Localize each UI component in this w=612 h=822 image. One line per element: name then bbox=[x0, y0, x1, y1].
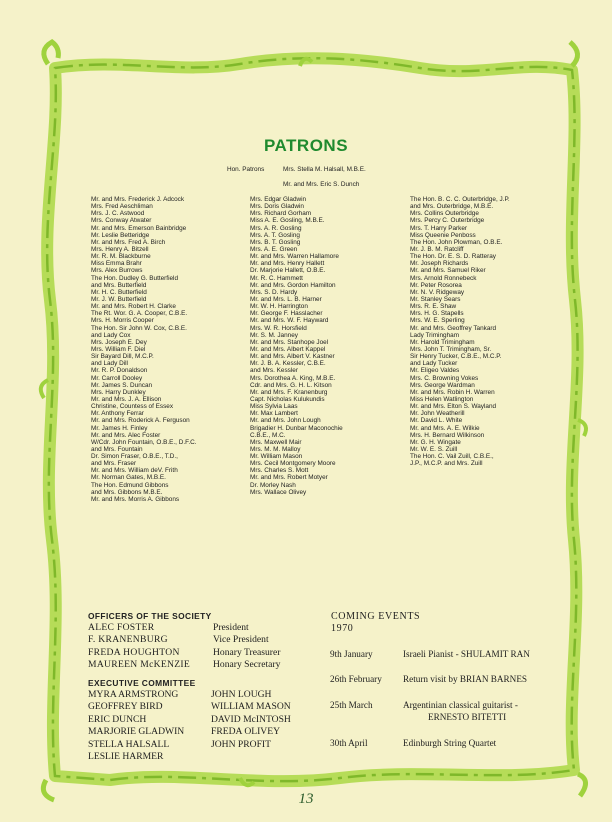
patron-entry: The Hon. Dr. E. S. D. Ratteray bbox=[410, 253, 496, 261]
patron-entry: Mr. and Mrs. Alec Foster bbox=[91, 431, 161, 439]
patron-entry: Mr. J. B. A. Kessler, C.B.E. bbox=[250, 360, 326, 368]
patron-entry: Mr. H. C. Butterfield bbox=[91, 288, 147, 296]
officer-name: MAUREEN McKENZIE bbox=[88, 659, 191, 671]
hon-patron-line: Mrs. Stella M. Halsall, M.B.E. bbox=[283, 166, 366, 173]
committee-member: ERIC DUNCH bbox=[88, 713, 147, 725]
patron-entry: Mr. and Mrs. Fred A. Birch bbox=[91, 238, 166, 246]
patron-entry: Mrs. Doris Gladwin bbox=[250, 203, 304, 211]
hon-patron-line: Mr. and Mrs. Eric S. Dunch bbox=[283, 181, 360, 188]
page-title: PATRONS bbox=[263, 136, 349, 155]
event-date: 9th January bbox=[330, 649, 373, 659]
patron-entry: The Hon. Dudley G. Butterfield bbox=[91, 274, 179, 282]
committee-member: FREDA OLIVEY bbox=[211, 726, 281, 738]
patron-entry: Mrs. M. M. Malloy bbox=[250, 445, 301, 453]
patron-entry: Mr. Leslie Betteridge bbox=[91, 231, 150, 239]
patron-entry: Mr. and Mrs. William deV. Frith bbox=[91, 467, 178, 475]
committee-member: GEOFFREY BIRD bbox=[88, 701, 163, 713]
patron-entry: Mr. S. M. Janney bbox=[250, 331, 298, 339]
patron-entry: Mrs. Wallace Olivey bbox=[250, 488, 307, 496]
patron-entry: and Lady Dill bbox=[91, 360, 128, 368]
patron-entry: Mr. David L. White bbox=[410, 417, 463, 425]
event-description: Edinburgh String Quartet bbox=[403, 738, 497, 748]
officers-roles bbox=[213, 622, 280, 672]
patron-entry: Mrs. Edgar Gladwin bbox=[250, 196, 307, 203]
officer-name: F. KRANENBURG bbox=[88, 634, 168, 646]
patron-entry: The Hon. C. Vail Zuill, C.B.E., bbox=[410, 453, 494, 461]
patron-entry: Mr. Anthony Ferrar bbox=[91, 410, 144, 418]
officer-role: Honary Treasurer bbox=[213, 646, 281, 658]
patron-entry: C.B.E., M.C. bbox=[250, 431, 286, 439]
patron-entry: Mr. and Mrs. Geoffrey Tankard bbox=[410, 324, 497, 332]
patron-entry: Mrs. Richard Gorham bbox=[250, 210, 312, 218]
event-description: ERNESTO BITETTI bbox=[428, 712, 507, 722]
officer-role: Honary Secretary bbox=[213, 659, 281, 671]
patron-entry: Miss Sylvia Laas bbox=[250, 403, 298, 411]
event-description: Return visit by BRIAN BARNES bbox=[403, 674, 528, 684]
patron-entry: Mrs. Percy C. Outerbridge bbox=[410, 217, 485, 225]
patron-entry: Miss Emma Brahr bbox=[91, 260, 142, 268]
patron-entry: Christine, Countess of Essex bbox=[91, 403, 174, 411]
event-date: 26th February bbox=[330, 674, 382, 684]
officer-name: FREDA HOUGHTON bbox=[88, 646, 180, 658]
patron-entry: The Hon. Sir John W. Cox, C.B.E. bbox=[91, 324, 187, 332]
patron-entry: Mrs. T. Harry Parker bbox=[410, 224, 468, 232]
patron-entry: Mr. and Mrs. Robert H. Clarke bbox=[91, 303, 176, 311]
patron-entry: Mrs. Dorothea A. King, M.B.E. bbox=[250, 374, 336, 382]
patron-entry: Mr. William Mason bbox=[250, 453, 303, 461]
patron-entry: Dr. Simon Fraser, O.B.E., T.D., bbox=[91, 453, 178, 461]
patron-entry: Mr. Peter Rosorea bbox=[410, 281, 462, 289]
patron-entry: W/Cdr. John Fountain, O.B.E., D.F.C. bbox=[91, 438, 197, 446]
patron-entry: Mr. and Mrs. John Lough bbox=[250, 417, 321, 425]
officer-name: ALEC FOSTER bbox=[88, 622, 155, 633]
patron-entry: Mrs. George Wardman bbox=[410, 381, 475, 389]
patron-entry: Mrs. Harry Dunkley bbox=[91, 388, 146, 396]
event-date: 30th April bbox=[330, 738, 368, 748]
patron-entry: Mrs. C. Browning Vokes bbox=[410, 374, 479, 382]
patron-entry: Mrs. A. E. Green bbox=[250, 245, 298, 253]
patron-entry: Mr. Harold Trimingham bbox=[410, 338, 475, 346]
patron-entry: Mr. and Mrs. Elton S. Wayland bbox=[410, 403, 497, 411]
patron-entry: Mrs. R. E. Shaw bbox=[410, 303, 457, 311]
patron-entry: Mr. R. M. Blackburne bbox=[91, 253, 151, 261]
patron-entry: and Mrs. Fraser bbox=[91, 460, 137, 468]
patron-entry: Mrs. S. D. Hardy bbox=[250, 288, 298, 296]
patron-entry: Mrs. A. R. Gosling bbox=[250, 224, 302, 232]
patron-entry: Mr. and Mrs. Samuel Riker bbox=[410, 267, 486, 275]
patron-entry: Mr. and Mrs. Warren Hallamore bbox=[250, 253, 339, 261]
patron-entry: Mr. George F. Hasslacher bbox=[250, 310, 323, 318]
patron-entry: Miss A. E. Gosling, M.B.E. bbox=[250, 217, 325, 225]
committee-member: MYRA ARMSTRONG bbox=[88, 689, 179, 700]
patron-entry: The Hon. B. C. C. Outerbridge, J.P. bbox=[410, 196, 510, 203]
patron-entry: Mr. and Mrs. Roderick A. Ferguson bbox=[91, 417, 190, 425]
patron-entry: Mrs. Conway Atwater bbox=[91, 217, 152, 225]
event-description: Israeli Pianist - SHULAMIT RAN bbox=[403, 649, 530, 659]
patron-entry: and Lady Cox bbox=[91, 331, 131, 339]
patron-entry: Mr. G. H. Wingate bbox=[410, 438, 461, 446]
committee-member: JOHN LOUGH bbox=[211, 689, 272, 700]
committee-member: MARJORIE GLADWIN bbox=[88, 726, 185, 738]
patron-entry: Mrs. Cecil Montgomery Moore bbox=[250, 460, 336, 468]
patron-entry: Mr. and Mrs. A. E. Wilkie bbox=[410, 424, 480, 432]
patron-entry: and Mrs. Gibbons M.B.E. bbox=[91, 488, 163, 496]
patron-entry: Sir Bayard Dill, M.C.P. bbox=[91, 353, 154, 361]
patron-entry: and Mrs. Butterfield bbox=[91, 281, 147, 289]
events-heading: COMING EVENTS bbox=[331, 611, 421, 622]
officers-heading: OFFICERS OF THE SOCIETY bbox=[88, 611, 212, 621]
patron-entry: Mr. and Mrs. F. Kranenburg bbox=[250, 388, 328, 396]
patron-entry: Mr. and Mrs. Emerson Bainbridge bbox=[91, 224, 187, 232]
patron-entry: Mrs. William F. Diel bbox=[91, 345, 146, 353]
officers-names bbox=[88, 622, 190, 672]
committee-member: JOHN PROFIT bbox=[211, 738, 271, 750]
patron-entry: Mr. Joseph Richards bbox=[410, 260, 469, 268]
patron-entry: Mr. and Mrs. Morris A. Gibbons bbox=[91, 495, 180, 503]
patron-entry: Mr. J. W. Butterfield bbox=[91, 295, 147, 303]
patron-entry: Lady Trimingham bbox=[410, 331, 460, 339]
patron-entry: The Rt. Wor. G. A. Cooper, C.B.E. bbox=[91, 310, 188, 318]
patron-entry: Mr. R. C. Hammett bbox=[250, 274, 303, 282]
patrons-column-3 bbox=[410, 196, 510, 467]
patron-entry: Mrs. W. E. Sperling bbox=[410, 317, 465, 325]
committee-column-1 bbox=[88, 689, 184, 763]
officer-role: President bbox=[213, 622, 249, 633]
patron-entry: Mrs. Maxwell Mair bbox=[250, 438, 302, 446]
committee-column-2 bbox=[211, 689, 291, 751]
patron-entry: Mrs. Henry A. Bitzell bbox=[91, 245, 149, 253]
patron-entry: Sir Henry Tucker, C.B.E., M.C.P. bbox=[410, 353, 502, 361]
patron-entry: Mrs. John T. Trimingham, Sr. bbox=[410, 345, 492, 353]
patron-entry: Capt. Nicholas Kulukundis bbox=[250, 395, 325, 403]
patron-entry: and Mrs. Kessler bbox=[250, 367, 298, 375]
patron-entry: Mrs. H. Bernard Wilkinson bbox=[410, 431, 485, 439]
coming-events bbox=[331, 611, 420, 635]
patron-entry: and Mrs. Outerbridge, M.B.E. bbox=[410, 203, 494, 211]
patrons-column-2 bbox=[250, 196, 343, 496]
patron-entry: Mrs. J. C. Astwood bbox=[91, 210, 145, 218]
committee-member: LESLIE HARMER bbox=[88, 751, 164, 763]
patron-entry: and Mrs. Fountain bbox=[91, 445, 143, 453]
patron-entry: Mr. W. E. S. Zuill bbox=[410, 445, 458, 453]
patron-entry: The Hon. Edmund Gibbons bbox=[91, 481, 169, 489]
patron-entry: Mr. and Mrs. W. F. Hayward bbox=[250, 317, 329, 325]
page-number: 13 bbox=[298, 791, 314, 807]
hon-patrons-label: Hon. Patrons bbox=[227, 166, 265, 173]
event-date: 25th March bbox=[330, 700, 373, 710]
patrons-column-1 bbox=[91, 196, 196, 503]
patron-entry: Mr. John Weatherill bbox=[410, 410, 465, 418]
patron-entry: Mr. and Mrs. Henry Hallett bbox=[250, 260, 325, 268]
patron-entry: Mr. Norman Gates, M.B.E. bbox=[91, 474, 166, 482]
patron-entry: Miss Helen Watlington bbox=[410, 395, 474, 403]
patron-entry: Mrs. H. Morris Cooper bbox=[91, 317, 154, 325]
committee-member: WILLIAM MASON bbox=[211, 701, 291, 713]
patron-entry: Mr. and Mrs. Gordon Hamilton bbox=[250, 281, 336, 289]
patron-entry: Mr. and Mrs. J. A. Ellison bbox=[91, 395, 162, 403]
patron-entry: Mr. and Mrs. Stanhope Joel bbox=[250, 338, 329, 346]
patron-entry: Mr. and Mrs. Robin H. Warren bbox=[410, 388, 495, 396]
patron-entry: Mr. and Mrs. Robert Motyer bbox=[250, 474, 328, 482]
patron-entry: Mrs. Alex Burrows bbox=[91, 267, 143, 275]
patron-entry: Mr. Carroll Dooley bbox=[91, 374, 143, 382]
patron-entry: Mr. Stanley Sears bbox=[410, 295, 461, 303]
patron-entry: Mr. Max Lambert bbox=[250, 410, 298, 418]
event-description: Argentinian classical guitarist - bbox=[403, 700, 518, 710]
patron-entry: Mrs. W. R. Horsfield bbox=[250, 324, 307, 332]
patron-entry: Mr. J. B. M. Ratcliff bbox=[410, 245, 464, 253]
patron-entry: Cdr. and Mrs. G. H. L. Kitson bbox=[250, 381, 332, 389]
patron-entry: Miss Queenie Penboss bbox=[410, 231, 476, 239]
patron-entry: Dr. Morley Nash bbox=[250, 481, 296, 489]
patron-entry: Dr. Marjorie Hallett, O.B.E. bbox=[250, 267, 326, 275]
patron-entry: Mrs. H. G. Stapells bbox=[410, 310, 464, 318]
events-year: 1970 bbox=[331, 623, 354, 634]
patron-entry: Mrs. Joseph E. Dey bbox=[91, 338, 147, 346]
patron-entry: Mr. W. H. Harrington bbox=[250, 303, 308, 311]
patron-entry: Mrs. B. T. Gosling bbox=[250, 238, 301, 246]
patron-entry: Mrs. Arnold Ronnebeck bbox=[410, 274, 477, 282]
committee-member: STELLA HALSALL bbox=[88, 738, 170, 750]
patron-entry: Mr. and Mrs. L. B. Harner bbox=[250, 295, 322, 303]
committee-heading: EXECUTIVE COMMITTEE bbox=[88, 678, 196, 688]
patron-entry: Mrs. Charles S. Mott bbox=[250, 467, 309, 475]
patron-entry: The Hon. John Plowman, O.B.E. bbox=[410, 238, 503, 246]
patron-entry: Mr. James H. Finley bbox=[91, 424, 148, 432]
patron-entry: Mr. James S. Duncan bbox=[91, 381, 153, 389]
patron-entry: Mrs. A. T. Gosling bbox=[250, 231, 300, 239]
patron-entry: Mr. N. V. Ridgeway bbox=[410, 288, 465, 296]
patron-entry: Mr. and Mrs. Albert Kappel bbox=[250, 345, 326, 353]
committee-member: DAVID McINTOSH bbox=[211, 713, 291, 725]
officer-role: Vice President bbox=[213, 634, 269, 646]
patron-entry: Mr. and Mrs. Frederick J. Adcock bbox=[91, 196, 185, 203]
patron-entry: Brigadier H. Dunbar Maconochie bbox=[250, 424, 343, 432]
patron-entry: J.P., M.C.P. and Mrs. Zuill bbox=[410, 460, 483, 468]
patron-entry: Mrs. Fred Aeschliman bbox=[91, 203, 153, 211]
patron-entry: Mr. Eligeo Valdes bbox=[410, 367, 460, 375]
patron-entry: Mr. and Mrs. Albert V. Kastner bbox=[250, 353, 335, 361]
patron-entry: Mrs. Collins Outerbridge bbox=[410, 210, 479, 218]
patron-entry: Mr. R. P. Donaldson bbox=[91, 367, 148, 375]
patron-entry: and Lady Tucker bbox=[410, 360, 458, 368]
